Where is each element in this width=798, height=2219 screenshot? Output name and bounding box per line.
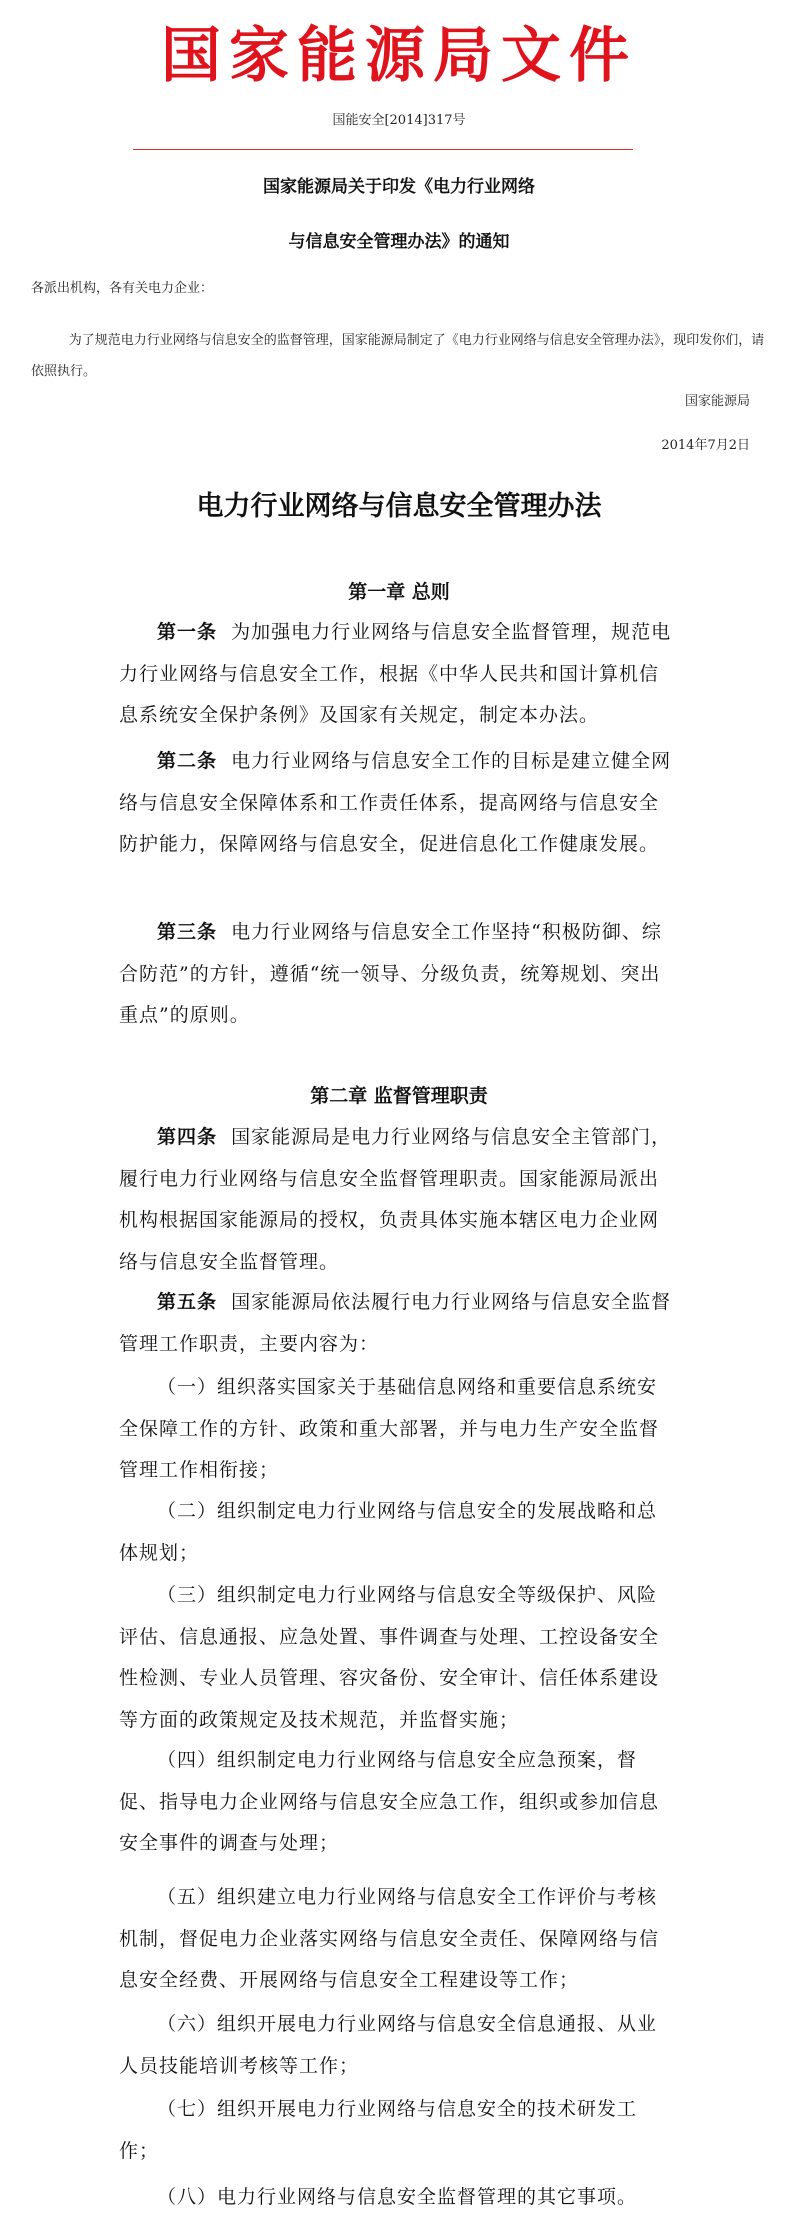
article-label: 第二条: [157, 750, 218, 772]
article-label: 第四条: [157, 1126, 218, 1148]
article-text: 电力行业网络与信息安全工作的目标是建立健全网络与信息安全保障体系和工作责任体系，提高网络与信息安全防护能力，保障网络与信息安全，促进信息化工作健康发展。: [119, 750, 672, 855]
masthead-title: 国家能源局文件: [161, 21, 637, 91]
duty-item-4: （四）组织制定电力行业网络与信息安全应急预案，督促、指导电力企业网络与信息安全应急工作，组织或参加信息安全事件的调查与处理；: [119, 1749, 660, 1854]
signature-date: 2014年7月2日: [661, 438, 750, 453]
duty-item-6: （六）组织开展电力行业网络与信息安全信息通报、从业人员技能培训考核等工作；: [119, 2013, 658, 2077]
article-text: 电力行业网络与信息安全工作坚持“积极防御、综合防范”的方针，遵循“统一领导、分级负责，统筹规划、突出重点”的原则。: [119, 921, 662, 1026]
notice-title-line-1: 国家能源局关于印发《电力行业网络: [263, 177, 535, 197]
duty-item-3: （三）组织制定电力行业网络与信息安全等级保护、风险评估、信息通报、应急处置、事件调查与处理、工控设备安全性检测、专业人员管理、容灾备份、安全审计、信任体系建设等方面的政策规定及技术规范，并监督实施；: [119, 1584, 660, 1731]
duty-item-1: （一）组织落实国家关于基础信息网络和重要信息系统安全保障工作的方针、政策和重大部署，并与电力生产安全监督管理工作相衔接；: [119, 1376, 660, 1481]
article-label: 第一条: [157, 621, 218, 643]
duty-item-7: （七）组织开展电力行业网络与信息安全的技术研发工作；: [119, 2098, 638, 2162]
article-text: 国家能源局依法履行电力行业网络与信息安全监督管理工作职责，主要内容为：: [119, 1291, 672, 1355]
chapter-1-title: 第一章 总则: [348, 581, 450, 603]
article-label: 第五条: [157, 1291, 218, 1313]
chapter-2-title: 第二章 监督管理职责: [310, 1085, 488, 1107]
red-divider-line: [133, 149, 633, 150]
notice-title-line-2: 与信息安全管理办法》的通知: [288, 232, 510, 252]
duty-item-5: （五）组织建立电力行业网络与信息安全工作评价与考核机制，督促电力企业落实网络与信息安全责任、保障网络与信息安全经费、开展网络与信息安全工程建设等工作；: [119, 1886, 660, 1991]
article-1: [119, 612, 674, 737]
duty-item-2: （二）组织制定电力行业网络与信息安全的发展战略和总体规划；: [119, 1500, 658, 1564]
regulation-title: 电力行业网络与信息安全管理办法: [196, 491, 602, 522]
article-2: [119, 741, 674, 866]
article-3: [119, 912, 674, 1037]
notice-body: 为了规范电力行业网络与信息安全的监督管理，国家能源局制定了《电力行业网络与信息安全管理办法》，现印发你们，请依照执行。: [31, 333, 765, 379]
document-number: 国能安全[2014]317号: [332, 113, 466, 128]
article-5: [119, 1282, 674, 1365]
signature-agency: 国家能源局: [684, 394, 750, 409]
article-text: 国家能源局是电力行业网络与信息安全主管部门，履行电力行业网络与信息安全监督管理职责。国家能源局派出机构根据国家能源局的授权，负责具体实施本辖区电力企业网络与信息安全监督管理。: [119, 1126, 672, 1273]
duty-item-8: （八）电力行业网络与信息安全监督管理的其它事项。: [157, 2186, 638, 2208]
article-label: 第三条: [157, 921, 218, 943]
salutation: 各派出机构，各有关电力企业：: [31, 281, 214, 296]
article-text: 为加强电力行业网络与信息安全监督管理，规范电力行业网络与信息安全工作，根据《中华人民共和国计算机信息系统安全保护条例》及国家有关规定，制定本办法。: [119, 621, 672, 726]
article-4: [119, 1117, 674, 1283]
